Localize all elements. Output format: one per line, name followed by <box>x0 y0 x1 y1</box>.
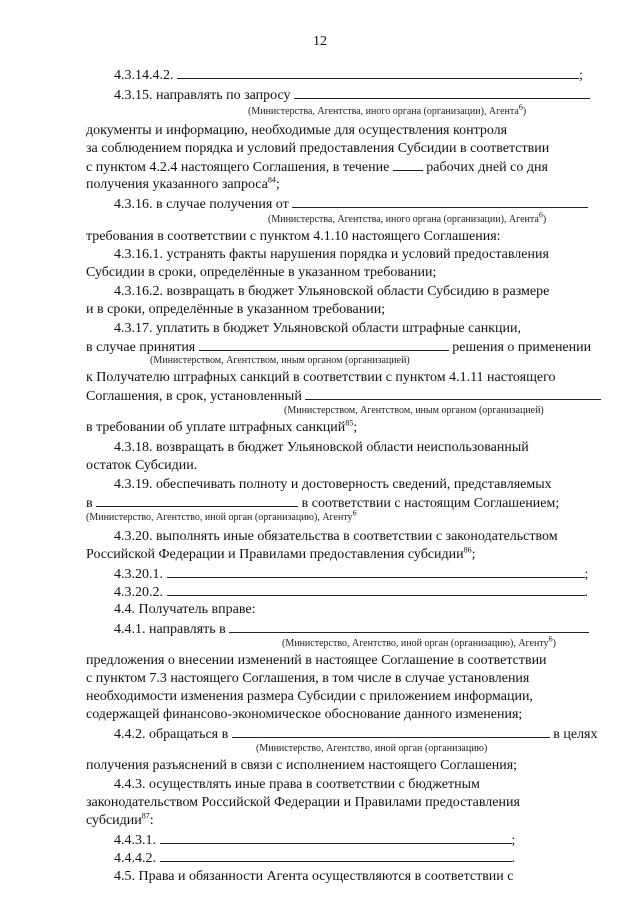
blank-line <box>160 849 512 862</box>
clause-4-3-20-line: Российской Федерации и Правилами предоставления субсидии$^{86}$; <box>86 545 476 562</box>
clause-4-3-17-line: в требовании об уплате штрафных санкций$^{85}$; <box>86 418 358 435</box>
clause-4-3-20: 4.3.20. выполнять иные обязательства в соответствии с законодательством <box>114 529 558 544</box>
clause-4-4: 4.4. Получатель вправе: <box>114 602 256 617</box>
blank-line <box>393 158 423 171</box>
clause-4-4-1-line: содержащей финансово-экономическое обоснование данного изменения; <box>86 707 523 722</box>
clause-4-3-16-2: 4.3.16.2. возвращать в бюджет Ульяновской области Субсидию в размере <box>114 284 550 299</box>
blank-line <box>167 565 585 578</box>
clause-4-4-3-1: 4.4.3.1. ; <box>114 833 516 848</box>
field-caption: (Министерства, Агентства, иного органа (организации), Агента$^6$) <box>268 210 547 225</box>
clause-4-3-17: 4.3.17. уплатить в бюджет Ульяновской области штрафные санкции, <box>114 321 521 336</box>
field-caption: (Министерство, Агентство, иной орган (организацию), Агенту$^6$ <box>86 508 357 523</box>
field-caption: (Министерством, Агентством, иным органом (организацией) <box>284 405 544 416</box>
clause-4-3-15-line: за соблюдением порядка и условий предоставления Субсидии в соответствии <box>86 141 550 156</box>
clause-4-3-18-line: остаток Субсидии. <box>86 458 198 473</box>
field-caption: (Министерство, Агентство, иной орган (организацию), Агенту$^6$) <box>282 634 556 649</box>
clause-4-3-16-2-line: и в сроки, определённые в указанном требовании; <box>86 302 386 317</box>
clause-4-3-15-line: получения указанного запроса$^{84}$; <box>86 175 280 192</box>
blank-line <box>292 195 588 208</box>
clause-4-3-20-1: 4.3.20.1. ; <box>114 567 589 582</box>
clause-4-4-1: 4.4.1. направлять в <box>114 620 614 639</box>
clause-4-3-15-line: с пунктом 4.2.4 настоящего Соглашения, в течение рабочих дней со дня <box>86 160 548 175</box>
clause-4-3-16-1-line: Субсидии в сроки, определённые в указанном требовании; <box>86 265 437 280</box>
clause-4-3-19: 4.3.19. обеспечивать полноту и достоверность сведений, представляемых <box>114 477 552 492</box>
clause-4-4-1-line: предложения о внесении изменений в настоящее Соглашение в соответствии <box>86 653 547 668</box>
clause-4-3-19-line: в в соответствии с настоящим Соглашением; <box>86 496 560 511</box>
clause-4-4-2: 4.4.2. обращаться в в целях <box>114 727 598 742</box>
blank-line <box>229 620 589 633</box>
clause-4-4-2-line: получения разъяснений в связи с исполнением настоящего Соглашения; <box>86 758 518 773</box>
clause-4-3-16: 4.3.16. в случае получения от <box>114 195 614 214</box>
clause-4-5: 4.5. Права и обязанности Агента осуществляются в соответствии с <box>114 869 514 884</box>
page-number: 12 <box>313 34 327 49</box>
clause-4-4-3: 4.4.3. осуществлять иные права в соответствии с бюджетным <box>114 777 480 792</box>
field-caption: (Министерством, Агентством, иным органом (организацией) <box>150 355 410 366</box>
blank-line <box>96 494 298 507</box>
clause-4-3-17-line: к Получателю штрафных санкций в соответствии с пунктом 4.1.11 настоящего <box>86 370 556 385</box>
blank-line <box>232 725 550 738</box>
clause-4-3-15: 4.3.15. направлять по запросу <box>114 86 614 105</box>
blank-line <box>305 387 601 400</box>
clause-4-4-3-line: законодательством Российской Федерации и Правилами предоставления <box>86 795 520 810</box>
clause-4-3-14-4-2: 4.3.14.4.2. ; <box>114 68 583 83</box>
blank-line <box>177 66 579 79</box>
clause-4-4-1-line: с пунктом 7.3 настоящего Соглашения, в том числе в случае установления <box>86 671 530 686</box>
blank-line <box>167 583 585 596</box>
clause-4-3-16-1: 4.3.16.1. устранять факты нарушения порядка и условий предоставления <box>114 247 549 262</box>
clause-4-3-20-2: 4.3.20.2. . <box>114 585 588 600</box>
clause-4-4-4-2: 4.4.4.2. . <box>114 851 515 866</box>
clause-4-3-18: 4.3.18. возвращать в бюджет Ульяновской области неиспользованный <box>114 440 529 455</box>
field-caption: (Министерства, Агентства, иного органа (организации), Агента$^6$) <box>248 102 527 117</box>
clause-4-3-17-line: в случае принятия решения о применении <box>86 340 592 355</box>
blank-line <box>294 86 590 99</box>
clause-4-4-3-line: субсидии$^{87}$: <box>86 811 154 828</box>
field-caption: (Министерство, Агентство, иной орган (организацию) <box>256 743 488 754</box>
clause-4-3-16-line: требования в соответствии с пунктом 4.1.10 настоящего Соглашения: <box>86 229 501 244</box>
clause-4-3-15-line: документы и информацию, необходимые для осуществления контроля <box>86 123 508 138</box>
clause-4-4-1-line: необходимости изменения размера Субсидии с приложением информации, <box>86 689 534 704</box>
blank-line <box>199 338 449 351</box>
clause-4-3-17-line: Соглашения, в срок, установленный <box>86 387 614 406</box>
blank-line <box>160 831 512 844</box>
